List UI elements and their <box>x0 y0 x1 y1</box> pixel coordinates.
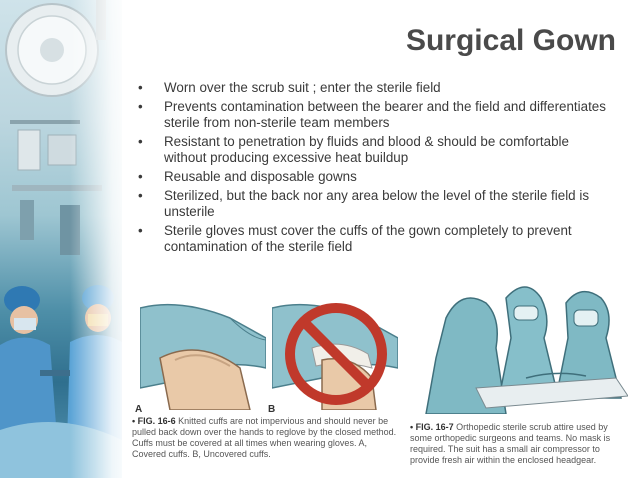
bullet-marker: • <box>138 134 143 149</box>
caption-label: • FIG. 16-7 <box>410 422 454 432</box>
bullet-text: Reusable and disposable gowns <box>164 169 357 184</box>
covered-cuff-illustration <box>140 298 266 410</box>
bullet-item <box>138 223 608 255</box>
bullet-item <box>138 80 608 96</box>
figure-16-7 <box>416 278 628 414</box>
photo-fade <box>70 0 122 478</box>
bullet-item <box>138 134 608 166</box>
figure-panel-b <box>272 298 398 410</box>
caption-text: Knitted cuffs are not impervious and should never be pulled back down over the hands to reglove by the closed method. Cuffs must be covered at all times when wearing gloves. A, Covered cuffs. B, Uncovered cuffs. <box>132 416 397 459</box>
panel-label-b: B <box>268 404 276 415</box>
bullet-item <box>138 99 608 131</box>
bullet-text: Resistant to penetration by fluids and blood & should be comfortable without producing excessive heat buildup <box>164 134 569 165</box>
bullet-marker: • <box>138 169 143 184</box>
bullet-marker: • <box>138 223 143 238</box>
bullet-text: Worn over the scrub suit ; enter the sterile field <box>164 80 441 95</box>
slide-title: Surgical Gown <box>405 24 616 57</box>
uncovered-cuff-illustration <box>272 298 398 410</box>
caption-text: Orthopedic sterile scrub attire used by some orthopedic surgeons and teams. No mask is required. The suit has a small air compressor to provide fresh air within the enclosed headgear. <box>410 422 611 465</box>
figure-16-6-caption <box>132 416 402 460</box>
bullet-marker: • <box>138 80 143 95</box>
bullet-text: Sterile gloves must cover the cuffs of the gown completely to prevent contamination of the sterile field <box>164 223 572 254</box>
bullet-marker: • <box>138 188 143 203</box>
caption-label: • FIG. 16-6 <box>132 416 176 426</box>
bullet-list <box>138 80 608 258</box>
operating-room-photo <box>0 0 122 478</box>
bullet-marker: • <box>138 99 143 114</box>
orthopedic-scrub-attire-illustration <box>416 278 628 414</box>
bullet-item <box>138 188 608 220</box>
figure-16-7-caption <box>410 422 620 466</box>
bullet-item <box>138 169 608 185</box>
figure-panel-a <box>140 298 266 410</box>
bullet-text: Sterilized, but the back nor any area below the level of the sterile field is unsterile <box>164 188 590 219</box>
panel-label-a: A <box>135 404 143 415</box>
bullet-text: Prevents contamination between the bearer and the field and differentiates sterile from non-sterile team members <box>164 99 606 130</box>
